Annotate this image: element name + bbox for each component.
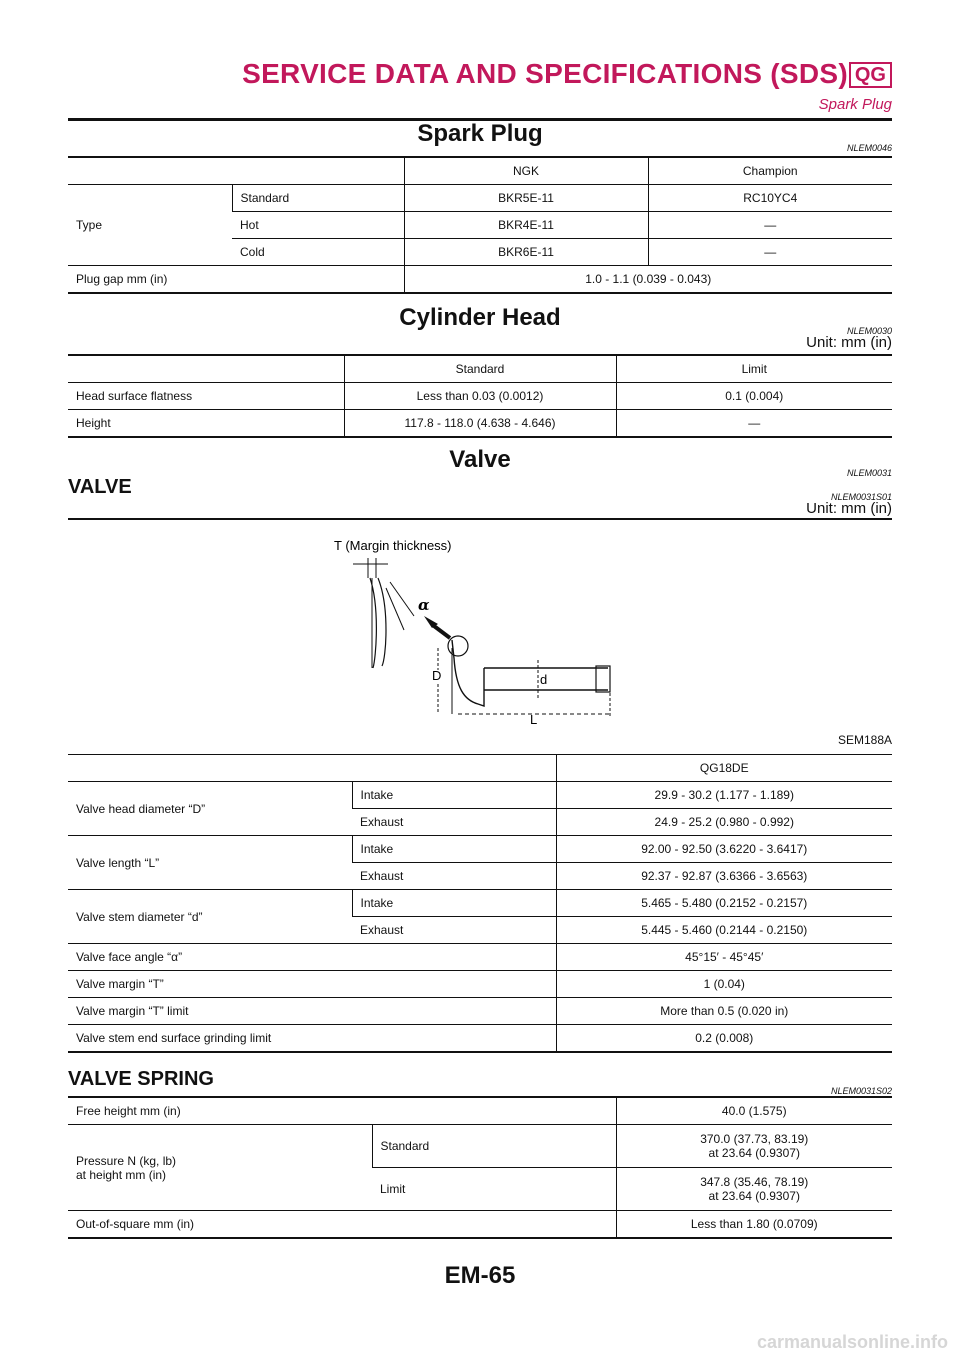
cylinder-head-unit: Unit: mm (in) <box>806 334 892 351</box>
l-label: L <box>530 712 538 727</box>
col-champion: Champion <box>648 158 892 185</box>
table-row <box>68 266 892 294</box>
valve-code: NLEM0031 <box>846 468 892 478</box>
table-row: Limit 347.8 (35.46, 78.19) at 23.64 (0.9307) <box>68 1168 892 1211</box>
valve-unit: Unit: mm (in) <box>806 500 892 517</box>
table-row: Valve margin “T” 1 (0.04) <box>68 971 892 998</box>
head-diameter-label: Valve head diameter “D” <box>68 782 352 836</box>
valve-spring-title: VALVE SPRING <box>68 1068 214 1090</box>
cylinder-head-table <box>68 356 892 438</box>
valve-subtitle: VALVE <box>68 476 132 498</box>
valve-diagram <box>68 518 892 754</box>
sds-title: SERVICE DATA AND SPECIFICATIONS (SDS) <box>242 58 848 89</box>
table-row: Valve face angle “α” 45°15′ - 45°45′ <box>68 944 892 971</box>
table-row: Type Standard BKR5E-11 RC10YC4 <box>68 185 892 212</box>
spark-plug-table <box>68 158 892 294</box>
table-row: Valve stem end surface grinding limit 0.2 (0.008) <box>68 1025 892 1053</box>
col-ngk: NGK <box>404 158 648 185</box>
table-row: Head surface flatness Less than 0.03 (0.0012) 0.1 (0.004) <box>68 383 892 410</box>
header-subtitle: Spark Plug <box>818 96 892 113</box>
col-limit: Limit <box>616 356 892 383</box>
pressure-label: Pressure N (kg, lb) at height mm (in) <box>68 1125 372 1211</box>
stem-diameter-label: Valve stem diameter “d” <box>68 890 352 944</box>
watermark: carmanualsonline.info <box>756 1332 948 1352</box>
figure-id: SEM188A <box>837 733 892 747</box>
plug-gap-label: Plug gap mm (in) <box>68 266 404 294</box>
table-row <box>68 158 892 185</box>
table-row: Cold BKR6E-11 — <box>68 239 892 266</box>
valve-sub-code: NLEM0031S01 <box>830 492 892 502</box>
table-row: Valve margin “T” limit More than 0.5 (0.020 in) <box>68 998 892 1025</box>
table-row: Out-of-square mm (in) Less than 1.80 (0.0709) <box>68 1211 892 1239</box>
margin-thickness-label: T (Margin thickness) <box>334 538 452 553</box>
table-row: Pressure N (kg, lb) at height mm (in) Standard 370.0 (37.73, 83.19) at 23.64 (0.9307) <box>68 1125 892 1168</box>
valve-spring-code: NLEM0031S02 <box>830 1086 892 1096</box>
valve-title: Valve <box>449 446 511 473</box>
cylinder-head-title: Cylinder Head <box>399 304 561 331</box>
spark-plug-title: Spark Plug <box>417 120 543 147</box>
table-row: Exhaust 92.37 - 92.87 (3.6366 - 3.6563) <box>68 863 892 890</box>
qg-badge: QG <box>849 62 892 88</box>
cylinder-head-code: NLEM0030 <box>846 326 892 336</box>
d-upper-label: D <box>432 668 442 683</box>
table-row: Height 117.8 - 118.0 (4.638 - 4.646) — <box>68 410 892 438</box>
spark-plug-code: NLEM0046 <box>846 143 892 153</box>
valve-table <box>68 755 892 1053</box>
page-number: EM-65 <box>444 1262 516 1289</box>
col-standard: Standard <box>344 356 616 383</box>
alpha-label: α <box>418 596 430 614</box>
plug-gap-value: 1.0 - 1.1 (0.039 - 0.043) <box>404 266 892 294</box>
d-lower-label: d <box>540 672 548 687</box>
col-engine: QG18DE <box>556 755 892 782</box>
table-row: Exhaust 5.445 - 5.460 (0.2144 - 0.2150) <box>68 917 892 944</box>
table-row: Valve length “L” Intake 92.00 - 92.50 (3.6220 - 3.6417) <box>68 836 892 863</box>
table-row: Free height mm (in) 40.0 (1.575) <box>68 1098 892 1125</box>
valve-head <box>452 640 484 706</box>
table-row <box>68 755 892 782</box>
table-row <box>68 356 892 383</box>
detail-circle <box>448 636 468 656</box>
valve-face-detail <box>370 578 376 668</box>
table-row: Exhaust 24.9 - 25.2 (0.980 - 0.992) <box>68 809 892 836</box>
valve-spring-table <box>68 1098 892 1239</box>
type-label: Type <box>68 185 232 266</box>
table-row: Valve stem diameter “d” Intake 5.465 - 5.480 (0.2152 - 0.2157) <box>68 890 892 917</box>
valve-length-label: Valve length “L” <box>68 836 352 890</box>
table-row: Hot BKR4E-11 — <box>68 212 892 239</box>
table-row: Valve head diameter “D” Intake 29.9 - 30.2 (1.177 - 1.189) <box>68 782 892 809</box>
